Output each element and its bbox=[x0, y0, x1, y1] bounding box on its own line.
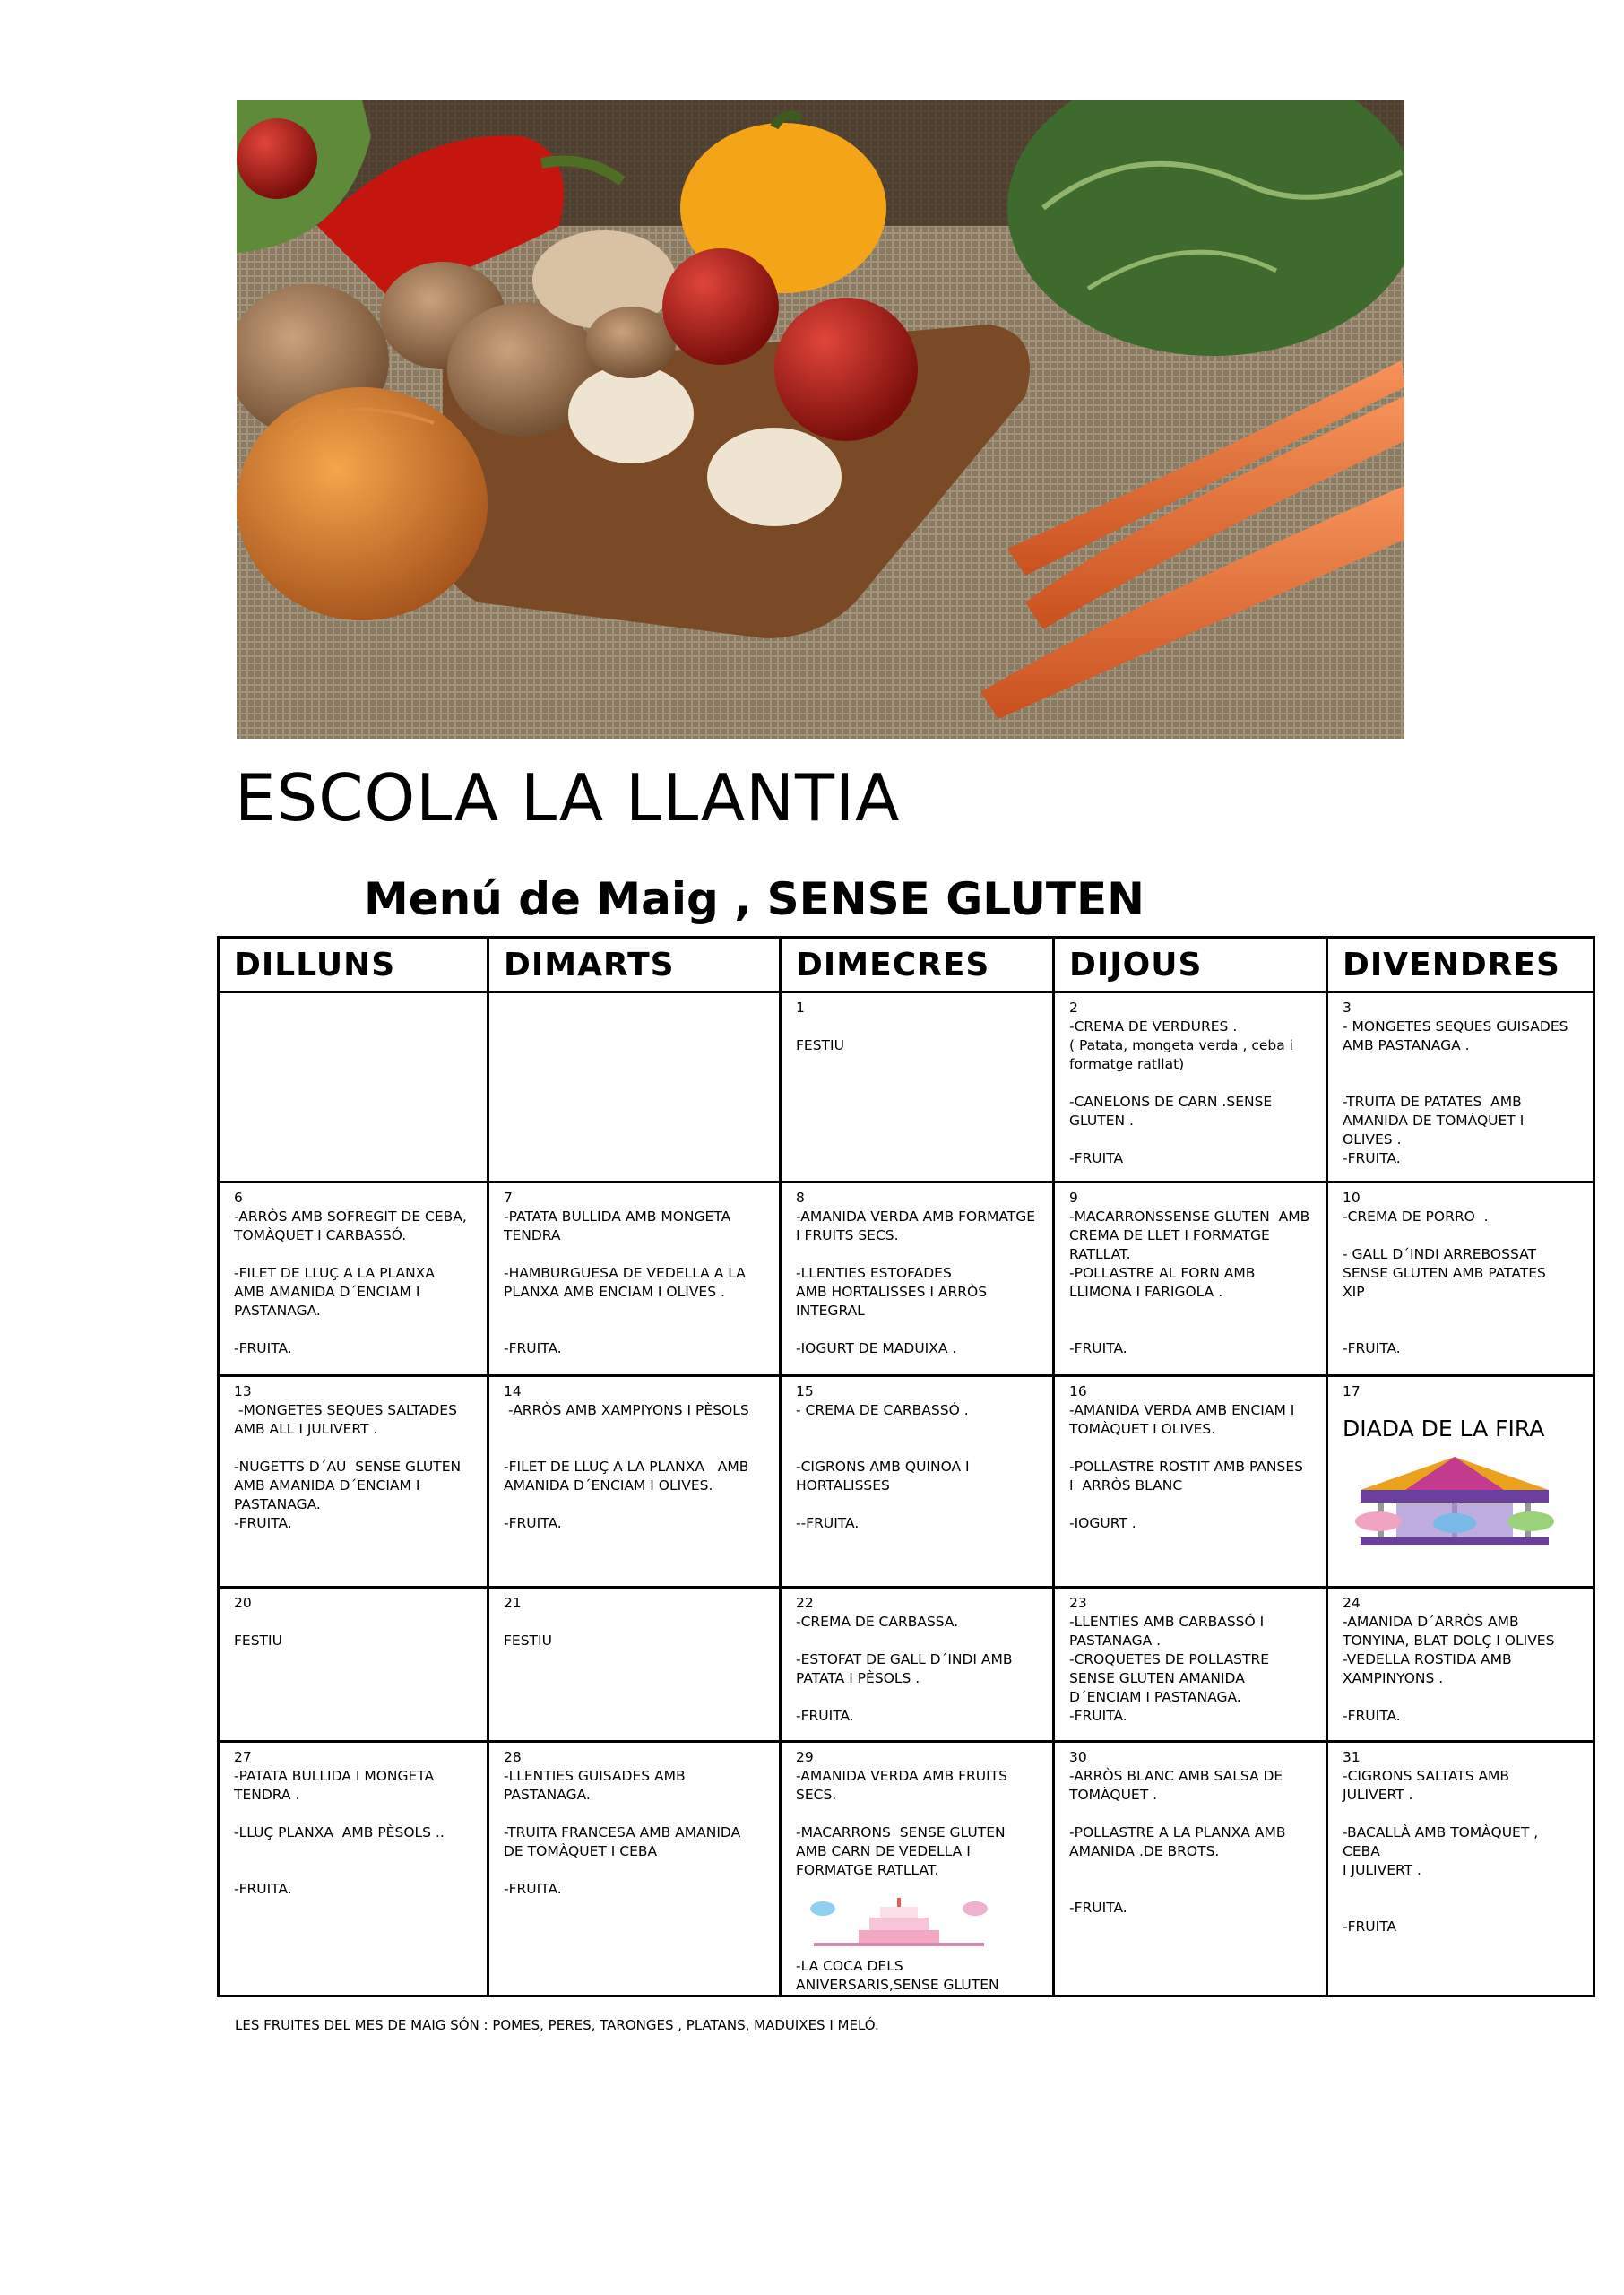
day-cell bbox=[488, 1182, 781, 1376]
menu-line bbox=[1069, 1495, 1311, 1514]
menu-line bbox=[234, 1842, 472, 1861]
menu-line: -FRUITA. bbox=[504, 1340, 562, 1356]
menu-line bbox=[504, 1302, 764, 1321]
menu-line: -FILET DE LLUÇ A LA PLANXA AMB bbox=[504, 1459, 749, 1475]
menu-line: D´ENCIAM I PASTANAGA. bbox=[1069, 1689, 1241, 1705]
day-number: 1 bbox=[796, 1000, 805, 1016]
day-cell bbox=[781, 1588, 1054, 1742]
menu-line bbox=[1069, 1302, 1311, 1321]
menu-line: PASTANAGA. bbox=[504, 1787, 591, 1803]
day-number: 24 bbox=[1343, 1595, 1361, 1611]
menu-line: -CREMA DE CARBASSA. bbox=[796, 1614, 959, 1630]
menu-line bbox=[1343, 1074, 1578, 1093]
menu-line: -CANELONS DE CARN .SENSE bbox=[1069, 1094, 1273, 1110]
menu-line: -FRUITA bbox=[1343, 1918, 1397, 1935]
day-cell bbox=[488, 1742, 781, 1996]
menu-line bbox=[234, 1805, 472, 1823]
menu-line bbox=[796, 1245, 1038, 1264]
menu-line: PLANXA AMB ENCIAM I OLIVES . bbox=[504, 1284, 725, 1300]
menu-line: I ARRÒS BLANC bbox=[1069, 1477, 1183, 1494]
menu-line: TOMÀQUET . bbox=[1069, 1787, 1158, 1803]
menu-line: JULIVERT . bbox=[1343, 1787, 1413, 1803]
day-number: 22 bbox=[796, 1595, 814, 1611]
day-cell bbox=[1054, 992, 1327, 1182]
menu-line bbox=[504, 1861, 764, 1880]
day-number: 31 bbox=[1343, 1749, 1361, 1765]
day-number: 23 bbox=[1069, 1595, 1087, 1611]
week-row bbox=[219, 992, 1594, 1182]
day-header: DIVENDRES bbox=[1327, 938, 1594, 992]
day-cell bbox=[219, 992, 488, 1182]
menu-line: -VEDELLA ROSTIDA AMB bbox=[1343, 1651, 1512, 1667]
menu-line: - MONGETES SEQUES GUISADES bbox=[1343, 1018, 1568, 1035]
menu-line: -ARRÒS BLANC AMB SALSA DE bbox=[1069, 1768, 1283, 1784]
menu-line bbox=[234, 1439, 472, 1458]
menu-line: AMB PASTANAGA . bbox=[1343, 1037, 1470, 1053]
menu-line: GLUTEN . bbox=[1069, 1113, 1134, 1129]
day-cell bbox=[219, 1182, 488, 1376]
menu-title: Menú de Maig , SENSE GLUTEN bbox=[364, 873, 1145, 925]
day-cell bbox=[1054, 1376, 1327, 1588]
menu-line bbox=[504, 1439, 764, 1458]
menu-line bbox=[1069, 1130, 1311, 1149]
day-number: 16 bbox=[1069, 1383, 1087, 1399]
menu-line: -BACALLÀ AMB TOMÀQUET , CEBA bbox=[1343, 1824, 1543, 1859]
menu-line: PASTANAGA. bbox=[234, 1496, 321, 1512]
day-header: DILLUNS bbox=[219, 938, 488, 992]
menu-line: -FRUITA. bbox=[1343, 1708, 1401, 1724]
menu-line bbox=[504, 1495, 764, 1514]
day-cell bbox=[219, 1588, 488, 1742]
day-cell bbox=[1054, 1588, 1327, 1742]
menu-line: -IOGURT DE MADUIXA . bbox=[796, 1340, 957, 1356]
day-number: 7 bbox=[504, 1190, 513, 1206]
menu-line: PASTANAGA . bbox=[1069, 1632, 1162, 1649]
menu-line bbox=[796, 1321, 1038, 1339]
menu-line: -PATATA BULLIDA AMB MONGETA bbox=[504, 1208, 731, 1225]
menu-line: -HAMBURGUESA DE VEDELLA A LA bbox=[504, 1265, 746, 1281]
week-row bbox=[219, 1742, 1594, 1996]
menu-line bbox=[1069, 1074, 1311, 1093]
day-cell bbox=[488, 1376, 781, 1588]
menu-line: -FRUITA. bbox=[796, 1708, 854, 1724]
day-header: DIMARTS bbox=[488, 938, 781, 992]
day-number: 9 bbox=[1069, 1190, 1078, 1206]
menu-line: XIP bbox=[1343, 1284, 1365, 1300]
week-row bbox=[219, 1182, 1594, 1376]
menu-line: -AMANIDA D´ARRÒS AMB bbox=[1343, 1614, 1519, 1630]
menu-line: -FRUITA. bbox=[1069, 1900, 1127, 1916]
day-cell bbox=[219, 1742, 488, 1996]
vegetables-photo bbox=[237, 100, 1404, 739]
menu-line: -FRUITA. bbox=[234, 1515, 292, 1531]
menu-line: -FRUITA bbox=[1069, 1150, 1124, 1166]
day-number: 6 bbox=[234, 1190, 243, 1206]
menu-line bbox=[1069, 1439, 1311, 1458]
menu-line: XAMPINYONS . bbox=[1343, 1670, 1444, 1686]
menu-line: ANIVERSARIS,SENSE GLUTEN bbox=[796, 1977, 999, 1993]
menu-line: -PATATA BULLIDA I MONGETA bbox=[234, 1768, 435, 1784]
menu-line bbox=[504, 1245, 764, 1264]
menu-line: -TRUITA FRANCESA AMB AMANIDA bbox=[504, 1824, 741, 1840]
menu-line: LLIMONA I FARIGOLA . bbox=[1069, 1284, 1223, 1300]
menu-line: -LLUÇ PLANXA AMB PÈSOLS .. bbox=[234, 1824, 445, 1840]
menu-line: SECS. bbox=[796, 1787, 837, 1803]
menu-line: -MONGETES SEQUES SALTADES bbox=[234, 1402, 457, 1418]
fair-day-label: DIADA DE LA FIRA bbox=[1343, 1416, 1545, 1442]
menu-line: -ARRÒS AMB SOFREGIT DE CEBA, bbox=[234, 1208, 467, 1225]
day-cell bbox=[488, 992, 781, 1182]
menu-line: -FRUITA. bbox=[504, 1881, 562, 1897]
menu-line: AMANIDA DE TOMÀQUET I bbox=[1343, 1113, 1525, 1129]
day-cell bbox=[781, 1376, 1054, 1588]
menu-line: -MACARRONS SENSE GLUTEN bbox=[796, 1824, 1006, 1840]
menu-line bbox=[234, 1861, 472, 1880]
menu-line: FESTIU bbox=[234, 1632, 282, 1649]
menu-line: AMB ALL I JULIVERT . bbox=[234, 1421, 378, 1437]
menu-line: -FRUITA. bbox=[504, 1515, 562, 1531]
menu-line: -AMANIDA VERDA AMB ENCIAM I bbox=[1069, 1402, 1295, 1418]
menu-line bbox=[1069, 1861, 1311, 1880]
menu-line: -FRUITA. bbox=[1069, 1340, 1127, 1356]
menu-line bbox=[796, 1632, 1038, 1650]
menu-line: -AMANIDA VERDA AMB FORMATGE bbox=[796, 1208, 1036, 1225]
menu-line: AMANIDA .DE BROTS. bbox=[1069, 1843, 1220, 1859]
menu-line bbox=[796, 1688, 1038, 1707]
menu-line: PASTANAGA. bbox=[234, 1303, 321, 1319]
menu-line: SENSE GLUTEN AMANIDA bbox=[1069, 1670, 1245, 1686]
menu-line: -LA COCA DELS bbox=[796, 1958, 903, 1974]
day-cell bbox=[1327, 1376, 1594, 1588]
day-number: 3 bbox=[1343, 1000, 1352, 1016]
menu-line: -LLENTIES GUISADES AMB bbox=[504, 1768, 686, 1784]
day-cell bbox=[781, 1742, 1054, 1996]
day-header: DIJOUS bbox=[1054, 938, 1327, 992]
menu-line: -CREMA DE VERDURES . bbox=[1069, 1018, 1238, 1035]
menu-line: PATATA I PÈSOLS . bbox=[796, 1670, 920, 1686]
menu-line bbox=[1343, 1899, 1578, 1918]
menu-line: FORMATGE RATLLAT. bbox=[796, 1862, 939, 1878]
menu-line: -CREMA DE PORRO . bbox=[1343, 1208, 1489, 1225]
menu-line: -FRUITA. bbox=[1343, 1150, 1401, 1166]
day-number: 15 bbox=[796, 1383, 814, 1399]
menu-line: FESTIU bbox=[796, 1037, 844, 1053]
day-number: 8 bbox=[796, 1190, 805, 1206]
menu-line bbox=[1343, 1302, 1578, 1321]
day-number: 28 bbox=[504, 1749, 522, 1765]
menu-line: -ESTOFAT DE GALL D´INDI AMB bbox=[796, 1651, 1013, 1667]
menu-line: AMB AMANIDA D´ENCIAM I bbox=[234, 1284, 420, 1300]
menu-line: formatge ratllat) bbox=[1069, 1056, 1185, 1072]
menu-line: --FRUITA. bbox=[796, 1515, 860, 1531]
menu-line: TONYINA, BLAT DOLÇ I OLIVES bbox=[1343, 1632, 1555, 1649]
day-cell bbox=[219, 1376, 488, 1588]
menu-line: -IOGURT . bbox=[1069, 1515, 1136, 1531]
menu-line bbox=[1069, 1880, 1311, 1899]
day-cell bbox=[1327, 1742, 1594, 1996]
menu-line: TENDRA . bbox=[234, 1787, 300, 1803]
menu-line: AMB HORTALISSES I ARRÒS bbox=[796, 1284, 988, 1300]
menu-line: -FRUITA. bbox=[1343, 1340, 1401, 1356]
menu-line: -ARRÒS AMB XAMPIYONS I PÈSOLS bbox=[504, 1402, 749, 1418]
menu-line: ( Patata, mongeta verda , ceba i bbox=[1069, 1037, 1293, 1053]
menu-line bbox=[796, 1018, 1038, 1036]
menu-line: -CIGRONS AMB QUINOA I bbox=[796, 1459, 970, 1475]
day-number: 13 bbox=[234, 1383, 252, 1399]
day-number: 27 bbox=[234, 1749, 252, 1765]
day-cell bbox=[1054, 1742, 1327, 1996]
menu-line bbox=[1343, 1055, 1578, 1074]
day-cell bbox=[781, 1182, 1054, 1376]
menu-line bbox=[1343, 1226, 1578, 1245]
day-number: 10 bbox=[1343, 1190, 1361, 1206]
menu-line: -LLENTIES AMB CARBASSÓ I bbox=[1069, 1614, 1265, 1630]
menu-line: -POLLASTRE ROSTIT AMB PANSES bbox=[1069, 1459, 1303, 1475]
menu-line: RATLLAT. bbox=[1069, 1246, 1131, 1262]
week-row bbox=[219, 1588, 1594, 1742]
menu-line bbox=[504, 1805, 764, 1823]
menu-line: AMB AMANIDA D´ENCIAM I bbox=[234, 1477, 420, 1494]
menu-line: OLIVES . bbox=[1343, 1131, 1402, 1148]
menu-line bbox=[234, 1321, 472, 1339]
day-number: 29 bbox=[796, 1749, 814, 1765]
day-cell bbox=[781, 992, 1054, 1182]
day-number: 14 bbox=[504, 1383, 522, 1399]
day-cell bbox=[1327, 1588, 1594, 1742]
day-number: 2 bbox=[1069, 1000, 1078, 1016]
menu-line: INTEGRAL bbox=[796, 1303, 865, 1319]
menu-line: TENDRA bbox=[504, 1227, 561, 1243]
menu-line: SENSE GLUTEN AMB PATATES bbox=[1343, 1265, 1546, 1281]
menu-line bbox=[1343, 1688, 1578, 1707]
menu-line: DE TOMÀQUET I CEBA bbox=[504, 1843, 658, 1859]
fruits-note: LES FRUITES DEL MES DE MAIG SÓN : POMES, PERES, TARONGES , PLATANS, MADUIXES I MELÓ. bbox=[235, 2017, 879, 2033]
menu-table bbox=[217, 936, 1595, 1997]
day-number: 17 bbox=[1343, 1383, 1361, 1399]
day-number: 20 bbox=[234, 1595, 252, 1611]
menu-line: FESTIU bbox=[504, 1632, 552, 1649]
menu-line: -FRUITA. bbox=[234, 1881, 292, 1897]
menu-line: -CROQUETES DE POLLASTRE bbox=[1069, 1651, 1270, 1667]
menu-line bbox=[796, 1495, 1038, 1514]
menu-line: I FRUITS SECS. bbox=[796, 1227, 899, 1243]
menu-line bbox=[796, 1439, 1038, 1458]
menu-line bbox=[1069, 1321, 1311, 1339]
day-header-row bbox=[219, 938, 1594, 992]
day-number: 21 bbox=[504, 1595, 522, 1611]
day-cell bbox=[1054, 1182, 1327, 1376]
day-cell bbox=[1327, 1182, 1594, 1376]
menu-line: -AMANIDA VERDA AMB FRUITS bbox=[796, 1768, 1007, 1784]
menu-line bbox=[1343, 1805, 1578, 1823]
menu-line: -POLLASTRE AL FORN AMB bbox=[1069, 1265, 1256, 1281]
menu-line: - GALL D´INDI ARREBOSSAT bbox=[1343, 1246, 1536, 1262]
carousel-icon bbox=[1343, 1450, 1567, 1548]
menu-line: I JULIVERT . bbox=[1343, 1862, 1421, 1878]
menu-line bbox=[796, 1805, 1038, 1823]
menu-line bbox=[1343, 1880, 1578, 1899]
menu-line: -NUGETTS D´AU SENSE GLUTEN bbox=[234, 1459, 462, 1475]
menu-line bbox=[234, 1245, 472, 1264]
day-cell bbox=[488, 1588, 781, 1742]
menu-line: -FILET DE LLUÇ A LA PLANXA bbox=[234, 1265, 435, 1281]
menu-line: AMB CARN DE VEDELLA I bbox=[796, 1843, 971, 1859]
menu-line bbox=[504, 1420, 764, 1439]
menu-line: -MACARRONSSENSE GLUTEN AMB bbox=[1069, 1208, 1310, 1225]
menu-line: -CIGRONS SALTATS AMB bbox=[1343, 1768, 1510, 1784]
menu-line bbox=[504, 1321, 764, 1339]
day-number: 30 bbox=[1069, 1749, 1087, 1765]
school-title: ESCOLA LA LLANTIA bbox=[235, 760, 901, 836]
day-header: DIMECRES bbox=[781, 938, 1054, 992]
menu-line: CREMA DE LLET I FORMATGE bbox=[1069, 1227, 1270, 1243]
menu-line: - CREMA DE CARBASSÓ . bbox=[796, 1402, 969, 1418]
menu-line: -LLENTIES ESTOFADES bbox=[796, 1265, 952, 1281]
menu-line bbox=[1069, 1805, 1311, 1823]
menu-line bbox=[234, 1613, 472, 1632]
menu-line: HORTALISSES bbox=[796, 1477, 890, 1494]
menu-line: -FRUITA. bbox=[234, 1340, 292, 1356]
menu-line: -POLLASTRE A LA PLANXA AMB bbox=[1069, 1824, 1286, 1840]
menu-line: -FRUITA. bbox=[1069, 1708, 1127, 1724]
menu-line: -TRUITA DE PATATES AMB bbox=[1343, 1094, 1522, 1110]
menu-line: AMANIDA D´ENCIAM I OLIVES. bbox=[504, 1477, 713, 1494]
week-row bbox=[219, 1376, 1594, 1588]
menu-line bbox=[1343, 1321, 1578, 1339]
menu-line: TOMÀQUET I OLIVES. bbox=[1069, 1421, 1216, 1437]
day-cell bbox=[1327, 992, 1594, 1182]
birthday-cake-icon bbox=[805, 1896, 993, 1950]
menu-line: TOMÀQUET I CARBASSÓ. bbox=[234, 1227, 407, 1243]
menu-line bbox=[796, 1420, 1038, 1439]
menu-line bbox=[504, 1613, 764, 1632]
